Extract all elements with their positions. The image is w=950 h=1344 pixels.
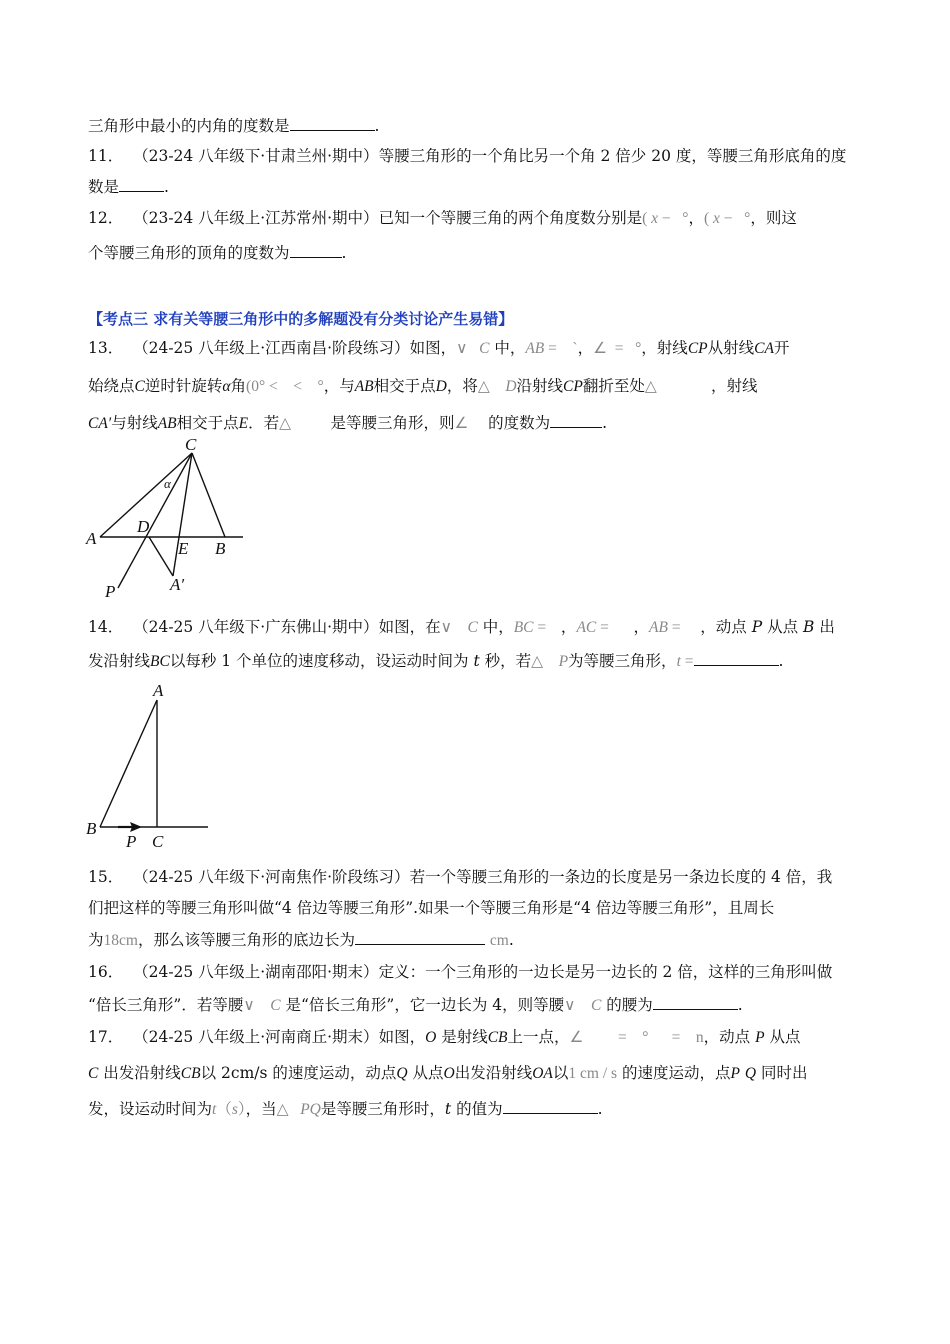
label-a-prime: A′ — [170, 575, 185, 594]
question-13-cont2: CA′与射线AB相交于点E．若△ 是等腰三角形，则∠ 的度数为 . — [88, 414, 608, 432]
label-d: D — [137, 517, 150, 536]
question-13-cont: 始绕点C逆时针旋转α角(0° < < °，与AB相交于点D，将△ D沿射线CP翻折至处△ ，射线 — [88, 377, 758, 395]
label-a: A — [153, 681, 164, 700]
question-11-cont: 数是 . — [88, 178, 169, 196]
label-b: B — [215, 539, 226, 558]
question-16: 16． （24-25 八年级上·湖南邵阳·期末）定义：一个三角形的一边长是另一边长的 2 倍，这样的三角形叫做 — [88, 963, 833, 981]
question-14-cont: 发沿射线BC以每秒 1 个单位的速度移动，设运动时间为 t 秒，若△ P为等腰三角形，t = . — [88, 652, 784, 670]
label-p: P — [126, 832, 137, 851]
label-a: A — [86, 529, 97, 548]
section-title: 【考点三 求有关等腰三角形中的多解题没有分类讨论产生易错】 — [88, 310, 514, 328]
label-p: P — [105, 582, 116, 601]
question-15: 15． （24-25 八年级下·河南焦作·阶段练习）若一个等腰三角形的一条边的长度是另一条边长度的 4 倍，我 — [88, 868, 833, 886]
figure-14 — [80, 680, 220, 850]
question-16-cont: “倍长三角形”．若等腰∨ C 是“倍长三角形”，它一边长为 4，则等腰∨ C 的腰为 . — [88, 996, 743, 1014]
question-14: 14． （24-25 八年级下·广东佛山·期中）如图，在∨ C 中，BC = ，AC = ，AB = ，动点 P 从点 B 出 — [88, 618, 835, 636]
segment-ba — [100, 700, 157, 827]
question-12-cont: 个等腰三角形的顶角的度数为 . — [88, 244, 347, 262]
figure-13 — [80, 435, 250, 601]
label-b: B — [86, 819, 97, 838]
segment-da-prime — [149, 537, 173, 576]
question-12: 12． （23-24 八年级上·江苏常州·期中）已知一个等腰三角的两个角度数分别是( x − °，( x − °，则这 — [88, 209, 797, 227]
question-13: 13． （24-25 八年级上·江西南昌·阶段练习）如图，∨ C 中，AB = `，∠ = °，射线CP从射线CA开 — [88, 339, 790, 357]
question-17: 17． （24-25 八年级上·河南商丘·期末）如图，O 是射线CB上一点，∠ = ° = n，动点 P 从点 — [88, 1028, 801, 1046]
question-17-cont2: 发，设运动时间为t（s），当△ PQ是等腰三角形时，t 的值为 . — [88, 1100, 603, 1118]
question-15-cont: 们把这样的等腰三角形叫做“4 倍边等腰三角形”.如果一个等腰三角形是“4 倍边等腰三角形”，且周长 — [88, 899, 775, 917]
label-alpha: α — [164, 476, 171, 491]
label-c: C — [152, 832, 164, 851]
segment-cb — [192, 453, 225, 537]
question-11: 11． （23-24 八年级下·甘肃兰州·期中）等腰三角形的一个角比另一个角 2 倍少 20 度，等腰三角形底角的度 — [88, 147, 847, 165]
label-e: E — [178, 539, 189, 558]
question-15-cont2: 为18cm，那么该等腰三角形的底边长为 cm. — [88, 931, 514, 949]
text-line: 三角形中最小的内角的度数是 . — [88, 117, 380, 135]
label-c: C — [185, 435, 197, 454]
question-17-cont: C 出发沿射线CB以 2cm/s 的速度运动，动点Q 从点O出发沿射线OA以1 cm / s 的速度运动，点P Q 同时出 — [88, 1064, 808, 1082]
